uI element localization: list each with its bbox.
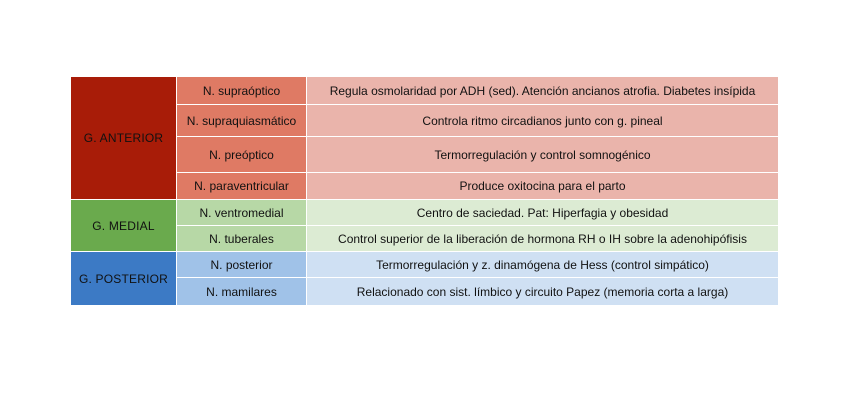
description-cell: Termorregulación y z. dinamógena de Hess (control simpático) xyxy=(307,252,779,278)
table-row xyxy=(71,226,779,252)
table-row xyxy=(71,278,779,306)
description-cell: Produce oxitocina para el parto xyxy=(307,173,779,200)
description-cell: Centro de saciedad. Pat: Hiperfagia y obesidad xyxy=(307,200,779,226)
nucleus-cell: N. supraquiasmático xyxy=(177,105,307,137)
table-row xyxy=(71,200,779,226)
nucleus-cell: N. preóptico xyxy=(177,137,307,173)
table-row xyxy=(71,77,779,105)
nucleus-cell: N. tuberales xyxy=(177,226,307,252)
description-cell: Controla ritmo circadianos junto con g. pineal xyxy=(307,105,779,137)
nucleus-cell: N. supraóptico xyxy=(177,77,307,105)
table-row xyxy=(71,173,779,200)
nucleus-cell: N. ventromedial xyxy=(177,200,307,226)
table-row xyxy=(71,137,779,173)
description-cell: Relacionado con sist. límbico y circuito Papez (memoria corta a larga) xyxy=(307,278,779,306)
group-medial-label: G. MEDIAL xyxy=(71,200,177,252)
group-anterior-label: G. ANTERIOR xyxy=(71,77,177,200)
description-cell: Regula osmolaridad por ADH (sed). Atención ancianos atrofia. Diabetes insípida xyxy=(307,77,779,105)
nucleus-cell: N. paraventricular xyxy=(177,173,307,200)
nucleus-cell: N. mamilares xyxy=(177,278,307,306)
table-row xyxy=(71,105,779,137)
table-row xyxy=(71,252,779,278)
nucleus-cell: N. posterior xyxy=(177,252,307,278)
group-posterior-label: G. POSTERIOR xyxy=(71,252,177,306)
description-cell: Termorregulación y control somnogénico xyxy=(307,137,779,173)
description-cell: Control superior de la liberación de hormona RH o IH sobre la adenohipófisis xyxy=(307,226,779,252)
hypothalamus-nuclei-table xyxy=(70,76,779,306)
